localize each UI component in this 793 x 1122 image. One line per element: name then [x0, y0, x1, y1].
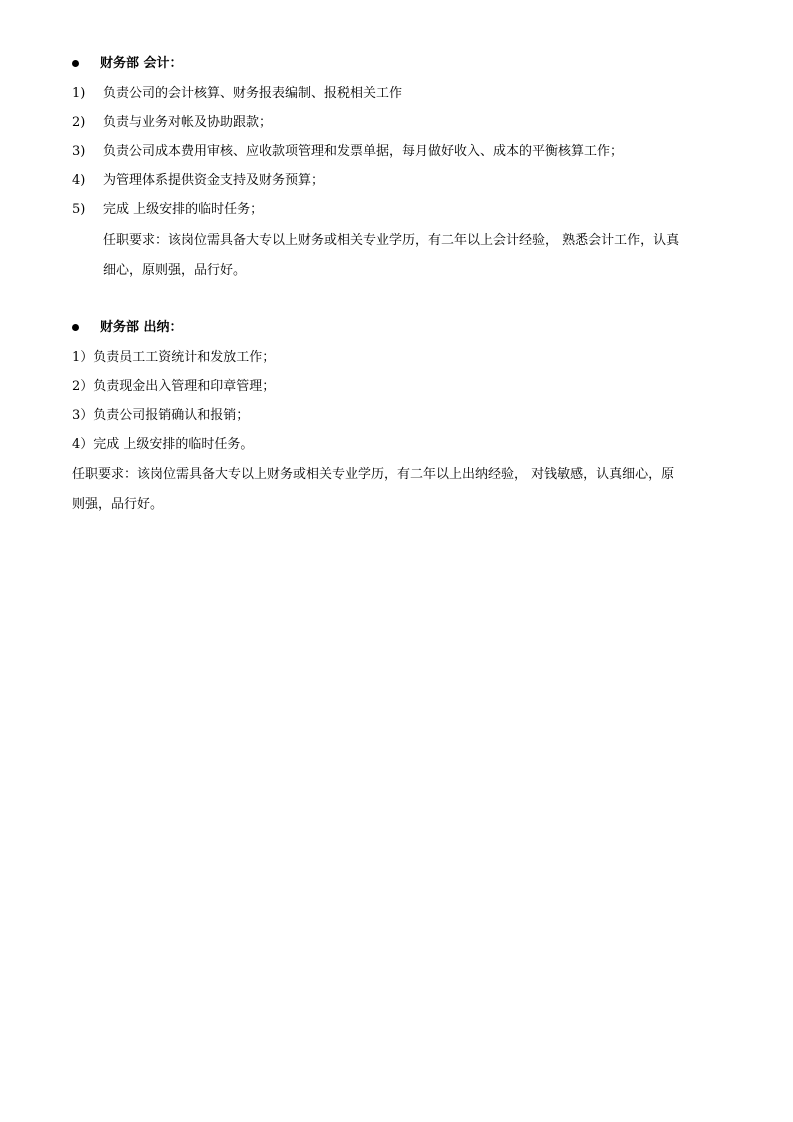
bullet-icon [72, 324, 79, 331]
requirement-text: 任职要求：该岗位需具备大专以上财务或相关专业学历，有二年以上会计经验， 熟悉会计工作，认真 [103, 233, 680, 248]
item-number: 1) [72, 86, 86, 101]
list-item: 3）负责公司报销确认和报销； [72, 408, 250, 423]
list-item: 完成 上级安排的临时任务； [103, 202, 264, 217]
item-number: 5) [72, 202, 86, 217]
item-number: 2) [72, 115, 86, 130]
list-item: 4）完成 上级安排的临时任务。 [72, 437, 254, 452]
list-item: 2）负责现金出入管理和印章管理； [72, 379, 276, 394]
list-item: 1）负责员工工资统计和发放工作； [72, 350, 276, 365]
requirement-text: 细心，原则强，品行好。 [103, 263, 247, 278]
requirement-text: 任职要求：该岗位需具备大专以上财务或相关专业学历，有二年以上出纳经验， 对钱敏感，认真细心，原 [72, 467, 675, 482]
item-number: 4) [72, 173, 86, 188]
list-item: 负责公司成本费用审核、应收款项管理和发票单据，每月做好收入、成本的平衡核算工作； [103, 144, 624, 159]
bullet-icon [72, 60, 79, 67]
list-item: 为管理体系提供资金支持及财务预算； [103, 173, 325, 188]
section1-heading: 财务部 会计： [100, 56, 183, 71]
item-number: 3) [72, 144, 86, 159]
list-item: 负责与业务对帐及协助跟款； [103, 115, 273, 130]
list-item: 负责公司的会计核算、财务报表编制、报税相关工作 [103, 86, 403, 101]
section2-heading: 财务部 出纳： [100, 320, 183, 335]
requirement-text: 则强，品行好。 [72, 497, 164, 512]
